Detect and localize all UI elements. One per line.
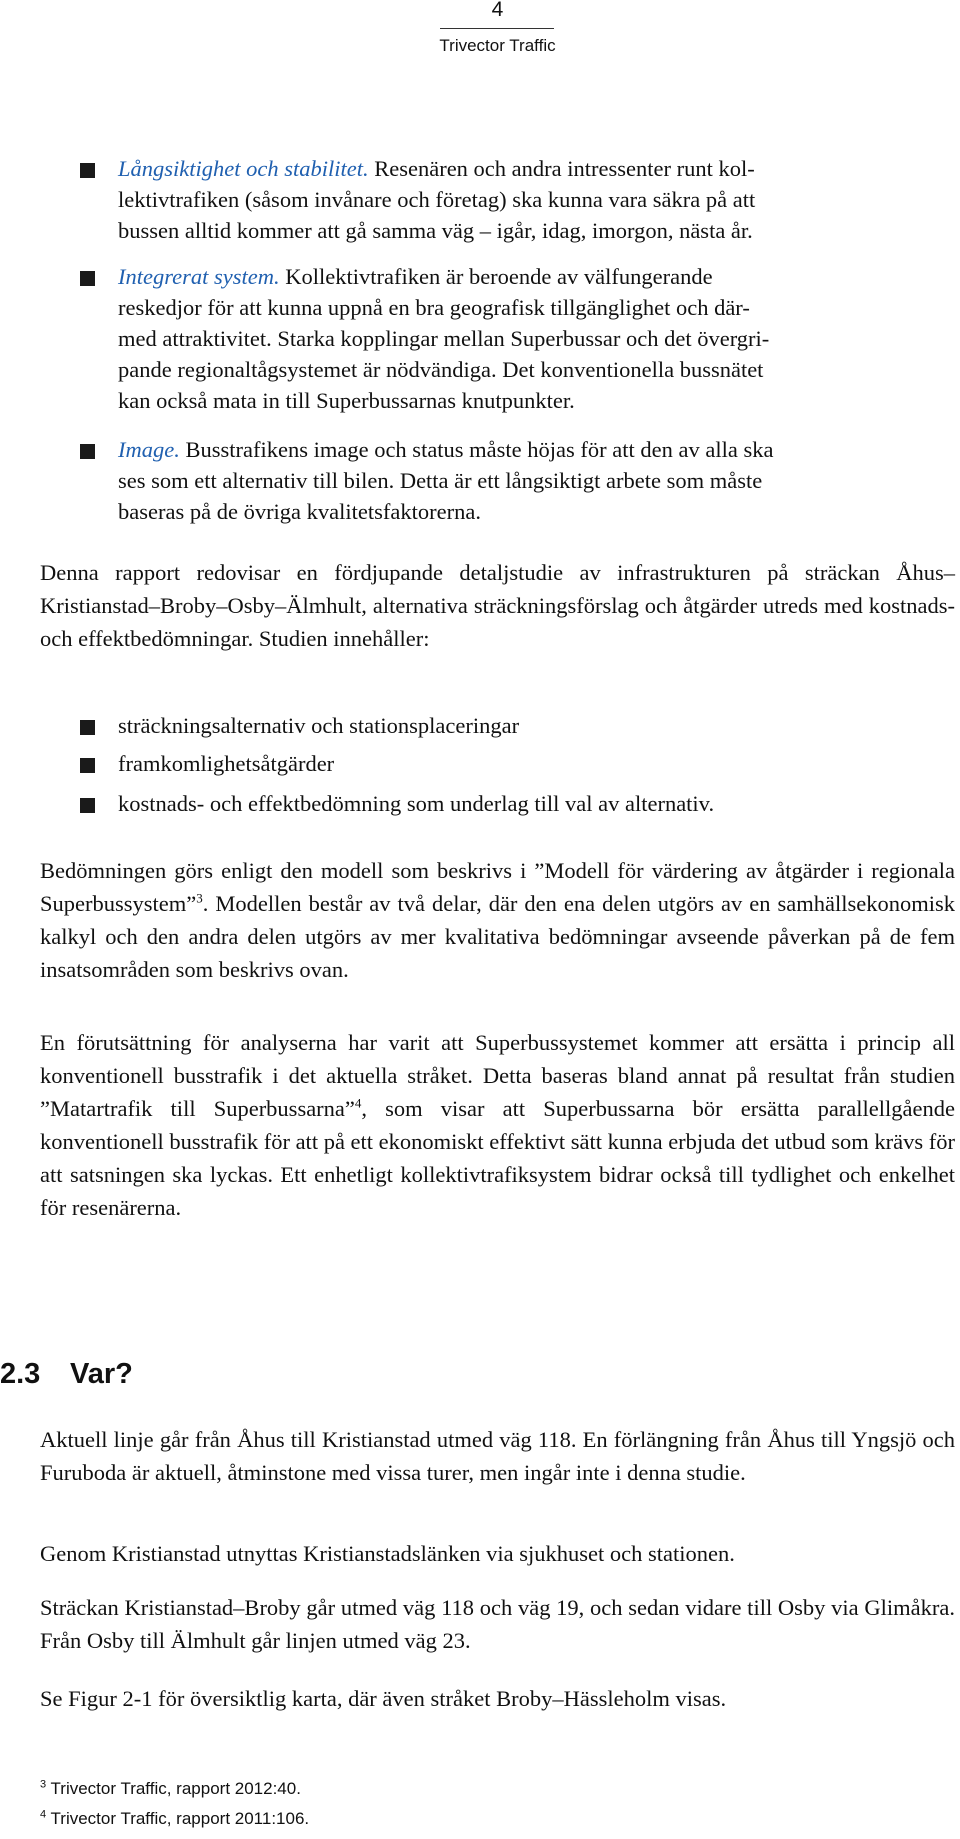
bullet-long-term-stability <box>80 153 950 249</box>
footnote-number: 3 <box>40 1778 47 1791</box>
bullet-square-icon <box>80 758 95 773</box>
bullet-line: pande regionaltågsystemet är nödvändiga. Det konventionella bussnätet <box>118 357 764 382</box>
bullet-line: baseras på de övriga kvalitetsfaktorerna. <box>118 499 481 524</box>
section-title: Var? <box>70 1358 133 1390</box>
paragraph-intro: Denna rapport redovisar en fördjupande detaljstudie av infrastrukturen på sträckan Åhus–Kristianstad–Broby–Osby–Älmhult, alternativa sträckningsförslag och åtgärder utreds med kostnads- och effektbedömningar. Studien innehåller: <box>40 560 955 651</box>
paragraph-premise <box>40 1026 955 1224</box>
bullet-line: Kollektivtrafiken är beroende av välfungerande <box>279 264 713 289</box>
bullet-text: sträckningsalternativ och stationsplaceringar <box>118 713 520 738</box>
paragraph-route-ahus: Aktuell linje går från Åhus till Kristianstad utmed väg 118. En förlängning från Åhus till Yngsjö och Furuboda är aktuell, åtminstone med vissa turer, men ingår inte i denna studie. <box>40 1427 955 1485</box>
bullet-image <box>80 434 950 530</box>
paragraph-text: , som visar att Superbussarna bör ersätta parallellgående konventionell busstrafik för att på ett ekonomiskt effektivt sätt kunna erbjuda det utbud som krävs för att satsningen ska lyckas. Ett enhetligt kollektivtrafiksystem bidrar också till tydlighet och enkelhet för resenärerna. <box>40 1096 956 1220</box>
bullet-text <box>118 153 948 246</box>
section-number: 2.3 <box>0 1358 41 1390</box>
footnote-text: Trivector Traffic, rapport 2012:40. <box>46 1779 301 1798</box>
bullet-text <box>118 434 948 527</box>
bullet-line: Resenären och andra intressenter runt kol- <box>368 156 755 181</box>
bullet-line: Busstrafikens image och status måste höjas för att den av alla ska <box>179 437 774 462</box>
bullet-square-icon <box>80 444 95 459</box>
footnote-3 <box>40 1779 301 1799</box>
bullet-lead: Image. <box>118 437 180 462</box>
bullet-square-icon <box>80 163 95 178</box>
bullet-line: bussen alltid kommer att gå samma väg – igår, idag, imorgon, nästa år. <box>118 218 753 243</box>
bullet-accessibility-measures <box>80 748 950 780</box>
bullet-line: lektivtrafiken (såsom invånare och företag) ska kunna vara säkra på att <box>118 187 756 212</box>
bullet-text: framkomlighetsåtgärder <box>118 751 335 776</box>
bullet-text <box>118 261 948 416</box>
bullet-integrated-system <box>80 261 950 421</box>
paragraph-route-kristianstad: Genom Kristianstad utnyttas Kristianstadslänken via sjukhuset och stationen. <box>40 1541 735 1566</box>
header-title: Trivector Traffic <box>439 36 556 55</box>
bullet-line: ses som ett alternativ till bilen. Detta är ett långsiktigt arbete som måste <box>118 468 763 493</box>
paragraph-figure-reference: Se Figur 2-1 för översiktlig karta, där även stråket Broby–Hässleholm visas. <box>40 1686 727 1711</box>
bullet-line: kan också mata in till Superbussarnas knutpunkter. <box>118 388 575 413</box>
bullet-route-alternatives <box>80 710 950 742</box>
bullet-line: reskedjor för att kunna uppnå en bra geografisk tillgänglighet och där- <box>118 295 750 320</box>
paragraph-route-broby: Sträckan Kristianstad–Broby går utmed väg 118 och väg 19, och sedan vidare till Osby via Glimåkra. Från Osby till Älmhult går linjen utmed väg 23. <box>40 1595 955 1653</box>
paragraph-assessment <box>40 854 955 986</box>
paragraph-text: En förutsättning för analyserna har varit att Superbussystemet kommer att ersätta i princip all konventionell busstrafik i det aktuella stråket. Detta baseras bland annat på resultat från studien ”Matartrafik till Superbussarna” <box>40 1030 955 1121</box>
footnote-ref: 4 <box>354 1095 362 1111</box>
bullet-lead: Långsiktighet och stabilitet. <box>118 156 369 181</box>
bullet-text: kostnads- och effektbedömning som underlag till val av alternativ. <box>118 791 715 816</box>
footnote-text: Trivector Traffic, rapport 2011:106. <box>46 1809 310 1828</box>
paragraph-text: Bedömningen görs enligt den modell som beskrivs i ”Modell för värdering av åtgärder i regionala Superbussystem” <box>40 858 955 916</box>
section-heading <box>0 1358 133 1391</box>
footnote-number: 4 <box>40 1808 47 1821</box>
footnote-ref: 3 <box>196 890 203 906</box>
page-number: 4 <box>491 0 504 21</box>
bullet-square-icon <box>80 720 95 735</box>
bullet-line: med attraktivitet. Starka kopplingar mellan Superbussar och det övergri- <box>118 326 770 351</box>
bullet-cost-effect-assessment <box>80 788 950 820</box>
header-rule <box>440 28 554 29</box>
bullet-lead: Integrerat system. <box>118 264 280 289</box>
footnote-4 <box>40 1809 309 1829</box>
bullet-square-icon <box>80 271 95 286</box>
bullet-square-icon <box>80 798 95 813</box>
paragraph-text: . Modellen består av två delar, där den ena delen utgörs av en samhällsekonomisk kalkyl och den andra delen utgörs av mer kvalitativa bedömningar avseende påverkan på de fem insatsområden som beskrivs ovan. <box>40 891 955 982</box>
